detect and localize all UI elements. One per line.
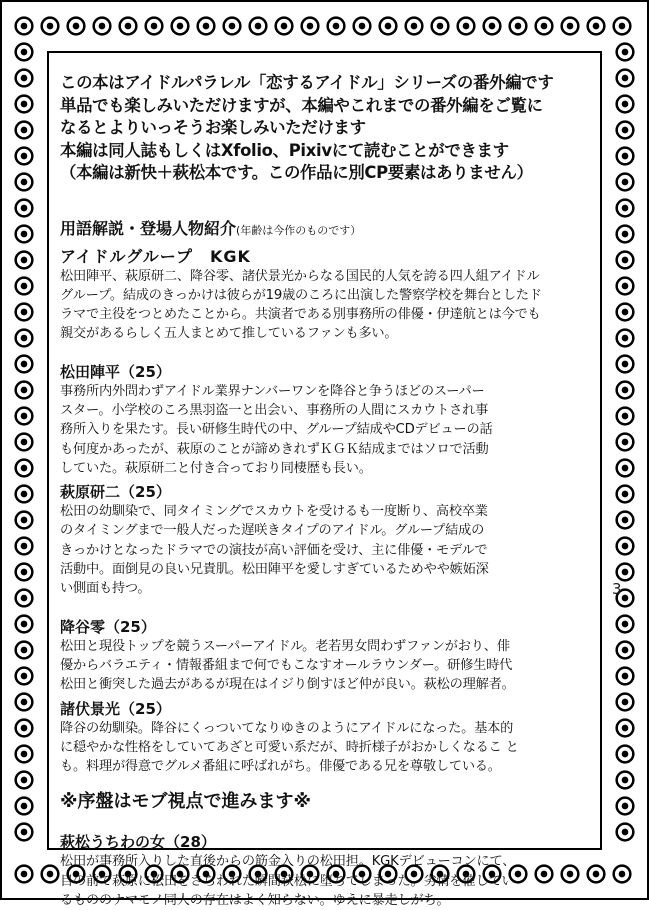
page-content [60, 72, 565, 910]
border-ornament [120, 18, 137, 35]
border-ornament [617, 122, 634, 139]
border-ornament [617, 538, 634, 555]
intro-text [60, 72, 565, 185]
border-ornament [16, 616, 33, 633]
desc-line: 務所入りを果たす。長い研修生時代の中、グループ結成やCDデビューの話 [60, 422, 493, 438]
desc-line: 親交があるらしく五人まとめて推しているファンも多い。 [60, 326, 398, 342]
border-ornament [617, 798, 634, 815]
border-ornament [16, 746, 33, 763]
desc-line: ラマで主役をつとめたことから。共演者である別事務所の俳優・伊達航とは今でも [60, 307, 541, 323]
border-ornament [16, 772, 33, 789]
border-ornament [617, 278, 634, 295]
border-ornament [617, 668, 634, 685]
desc-line: 事務所内外問わずアイドル業界ナンバーワンを降谷と争うほどのスーパー [60, 383, 485, 399]
border-ornament [16, 460, 33, 477]
border-ornament [16, 304, 33, 321]
page-number: 3 [612, 580, 622, 598]
desc-line: 目の前で萩原に松田をさらわれた瞬間萩松に堕ちてしまった。劣情を催してい [60, 873, 515, 889]
border-ornament [16, 590, 33, 607]
border-ornament [617, 616, 634, 633]
border-ornament [562, 18, 579, 35]
border-ornament [68, 18, 85, 35]
border-ornament [16, 408, 33, 425]
desc-line: い側面も持つ。 [60, 581, 151, 597]
border-ornament [42, 18, 59, 35]
border-ornament [617, 772, 634, 789]
border-ornament [16, 252, 33, 269]
border-ornament [617, 512, 634, 529]
border-ornament [16, 382, 33, 399]
border-ornament [354, 18, 371, 35]
border-ornament [588, 18, 605, 35]
border-ornament [484, 18, 501, 35]
group-name: アイドルグループ KGK [60, 246, 251, 266]
border-ornament [432, 18, 449, 35]
border-ornament [16, 226, 33, 243]
border-ornament [16, 18, 33, 35]
border-ornament [617, 408, 634, 425]
border-ornament [16, 70, 33, 87]
character-desc-mob [60, 852, 565, 910]
border-ornament [224, 18, 241, 35]
border-ornament [617, 226, 634, 243]
border-ornament [250, 18, 267, 35]
section-heading [60, 219, 565, 241]
border-ornament [614, 18, 631, 35]
character-name-morofushi: 諸伏景光（25） [60, 699, 171, 718]
border-ornament [617, 486, 634, 503]
border-ornament [16, 824, 33, 841]
desc-line: のタイミングまで一般人だった遅咲きタイプのアイドル。グループ結成の [60, 523, 485, 539]
desc-line: グループ。結成のきっかけは彼らが19歳のころに出演した警察学校を舞台としたド [60, 287, 542, 303]
border-ornament [16, 694, 33, 711]
desc-line: きっかけとなったドラマでの演技が高い評価を受け、主に俳優・モデルで [60, 542, 488, 558]
desc-line: るもののナマモノ同人の存在はよく知らない。ゆえに暴走しがち。 [60, 893, 450, 909]
border-ornament [42, 866, 59, 883]
border-ornament [510, 18, 527, 35]
section-heading-title: 用語解説・登場人物紹介 [60, 218, 237, 238]
desc-line: に穏やかな性格をしていてあざと可愛い系だが、時折様子がおかしくなるこ と [60, 739, 519, 755]
border-ornament [617, 148, 634, 165]
border-ornament [617, 694, 634, 711]
desc-line: 松田と衝突した過去があるが現在はイジり倒すほど仲が良い。萩松の理解者。 [60, 677, 515, 693]
border-ornament [16, 356, 33, 373]
character-desc-hagiwara [60, 502, 565, 598]
border-ornament [617, 564, 634, 581]
group-description [60, 267, 565, 344]
intro-line: この本はアイドルパラレル「恋するアイドル」シリーズの番外編です [60, 73, 554, 92]
border-ornament [16, 668, 33, 685]
border-ornament [16, 564, 33, 581]
border-ornament [16, 798, 33, 815]
intro-line: 本編は同人誌もしくはXfolio、Pixivにて読むことができます [60, 140, 509, 160]
desc-line: 松田と現役トップを競うスーパーアイドル。老若男女問わずファンがおり、俳 [60, 638, 510, 654]
border-ornament [617, 304, 634, 321]
border-ornament [16, 512, 33, 529]
character-desc-morofushi [60, 719, 565, 777]
border-ornament [617, 356, 634, 373]
border-ornament [617, 720, 634, 737]
border-ornament [617, 460, 634, 477]
border-ornament [16, 486, 33, 503]
border-ornament [617, 96, 634, 113]
border-ornament [276, 18, 293, 35]
desc-line: 活動中。面倒見の良い兄貴肌。松田陣平を愛しすぎているためやや嫉妬深 [60, 562, 489, 578]
border-ornament [617, 434, 634, 451]
border-ornament [16, 174, 33, 191]
border-ornament [588, 866, 605, 883]
character-name-matsuda: 松田陣平（25） [60, 362, 171, 381]
border-ornament [406, 18, 423, 35]
border-ornament [16, 866, 33, 883]
border-ornament [16, 200, 33, 217]
desc-line: 松田陣平、萩原研二、降谷零、諸伏景光からなる国民的人気を誇る四人組アイドル [60, 268, 540, 284]
border-ornament [617, 200, 634, 217]
border-ornament [617, 252, 634, 269]
border-ornament [16, 720, 33, 737]
character-name-furuya: 降谷零（25） [60, 617, 156, 636]
character-name-mob: 萩松うちわの女（28） [60, 833, 216, 852]
character-name-hagiwara: 萩原研二（25） [60, 483, 171, 502]
border-ornament [16, 148, 33, 165]
desc-line: も。料理が得意でグルメ番組に呼ばれがち。俳優である兄を尊敬している。 [60, 759, 501, 775]
border-ornament [617, 382, 634, 399]
border-ornament [16, 330, 33, 347]
border-ornament [617, 330, 634, 347]
desc-line: スター。小学校のころ黒羽盗一と出会い、事務所の人間にスカウトされ事 [60, 402, 489, 418]
border-ornament [16, 278, 33, 295]
border-ornament [617, 642, 634, 659]
desc-line: していた。萩原研二と付き合っており同棲歴も長い。 [60, 460, 372, 476]
border-ornament [536, 18, 553, 35]
border-ornament [146, 18, 163, 35]
desc-line: 松田が事務所入りした直後からの筋金入りの松田担。KGKデビューコンにて、 [60, 854, 516, 870]
character-desc-furuya [60, 637, 565, 695]
border-ornament [617, 70, 634, 87]
border-ornament [198, 18, 215, 35]
border-ornament [94, 18, 111, 35]
border-ornament [617, 44, 634, 61]
border-ornament [617, 824, 634, 841]
border-ornament [328, 18, 345, 35]
border-ornament [16, 122, 33, 139]
border-ornament [172, 18, 189, 35]
border-ornament [16, 538, 33, 555]
intro-line: なるとよりいっそうお楽しみいただけます [60, 118, 366, 137]
intro-line: （本編は新快＋萩松本です。この作品に別CP要素はありません） [60, 163, 533, 182]
border-ornament [617, 174, 634, 191]
border-ornament [16, 44, 33, 61]
border-ornament [458, 18, 475, 35]
mob-viewpoint-banner: ※序盤はモブ視点で進みます※ [60, 791, 311, 813]
section-heading-note: (年齢は今作のものです） [236, 223, 362, 237]
intro-line: 単品でも楽しみいただけますが、本編やこれまでの番外編をご覧に [60, 95, 543, 115]
border-ornament [16, 642, 33, 659]
desc-line: 松田の幼馴染で、同タイミングでスカウトを受けるも一度断り、高校卒業 [60, 504, 488, 520]
character-desc-matsuda [60, 382, 565, 478]
desc-line: 優からバラエティ・情報番組まで何でもこなすオールラウンダー。研修生時代 [60, 657, 513, 673]
desc-line: 降谷の幼馴染。降谷にくっついてなりゆきのようにアイドルになった。基本的 [60, 720, 514, 736]
border-ornament [16, 96, 33, 113]
border-ornament [614, 866, 631, 883]
desc-line: も何度かあったが、萩原のことが諦めきれずＫＧＫ結成まではソロで活動 [60, 441, 489, 457]
border-ornament [16, 434, 33, 451]
border-ornament [380, 18, 397, 35]
border-ornament [617, 746, 634, 763]
border-ornament [302, 18, 319, 35]
